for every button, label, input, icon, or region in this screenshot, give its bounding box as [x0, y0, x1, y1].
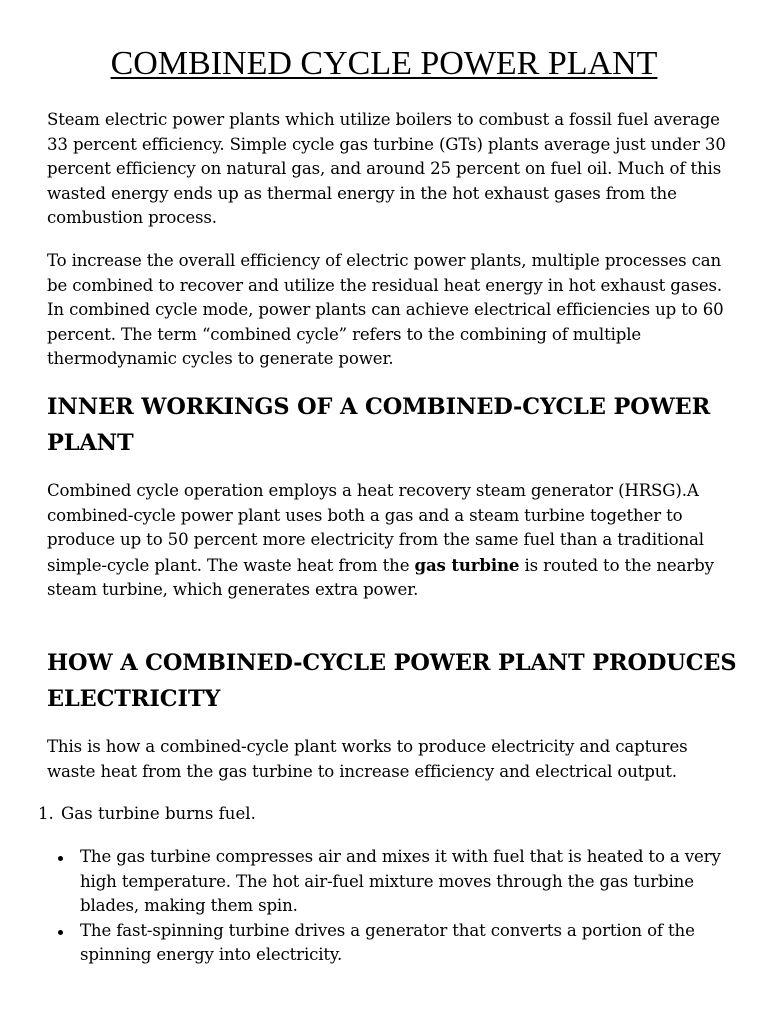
bullet-icon [58, 930, 63, 935]
step-text: Gas turbine burns fuel. [61, 804, 256, 823]
inner-workings-paragraph [47, 479, 737, 603]
intro-paragraph-2: To increase the overall efficiency of electric power plants, multiple processes can be combined to recover and utilize the residual heat energy in hot exhaust gases. In combined cycle mode, power plants can achieve electrical efficiencies up to 60 percent. The term “combined cycle” refers to the combining of multiple thermodynamic cycles to generate power. [47, 251, 724, 368]
inner-workings-text-end: is routed to the nearby steam turbine, which generates extra power. [47, 555, 714, 599]
intro-paragraph-1: Steam electric power plants which utilize boilers to combust a fossil fuel average 33 percent efficiency. Simple cycle gas turbine (GTs) plants average just under 30 percent efficiency on natural gas, and around 25 percent on fuel oil. Much of this wasted energy ends up as thermal energy in the hot exhaust gases from the combustion process. [47, 110, 726, 227]
step-1-bullet-list [47, 845, 737, 968]
inner-workings-text-start: Combined cycle operation employs a heat recovery steam generator (HRSG).A combined-cycle power plant uses both a gas and a steam turbine together to produce up to 50 percent more electricity from the same fuel than a traditional simple-cycle plant. The waste heat from the [47, 481, 704, 575]
step-number: 1. [38, 804, 54, 823]
gas-turbine-bold-term: gas turbine [414, 554, 520, 575]
section-heading-inner-workings: INNER WORKINGS OF A COMBINED-CYCLE POWER PLANT [47, 394, 711, 456]
bullet-icon [58, 856, 63, 861]
produces-electricity-paragraph: This is how a combined-cycle plant works to produce electricity and captures waste heat from the gas turbine to increase efficiency and electrical output. [47, 737, 688, 781]
numbered-step-1 [38, 802, 728, 827]
section-heading-produces-electricity: HOW A COMBINED-CYCLE POWER PLANT PRODUCES ELECTRICITY [47, 650, 737, 712]
bullet-item [47, 919, 737, 968]
bullet-text: The gas turbine compresses air and mixes it with fuel that is heated to a very high temperature. The hot air-fuel mixture moves through the gas turbine blades, making them spin. [80, 847, 721, 915]
bullet-item [47, 845, 737, 919]
bullet-text: The fast-spinning turbine drives a generator that converts a portion of the spinning energy into electricity. [80, 920, 695, 964]
document-title: COMBINED CYCLE POWER PLANT [110, 45, 658, 82]
